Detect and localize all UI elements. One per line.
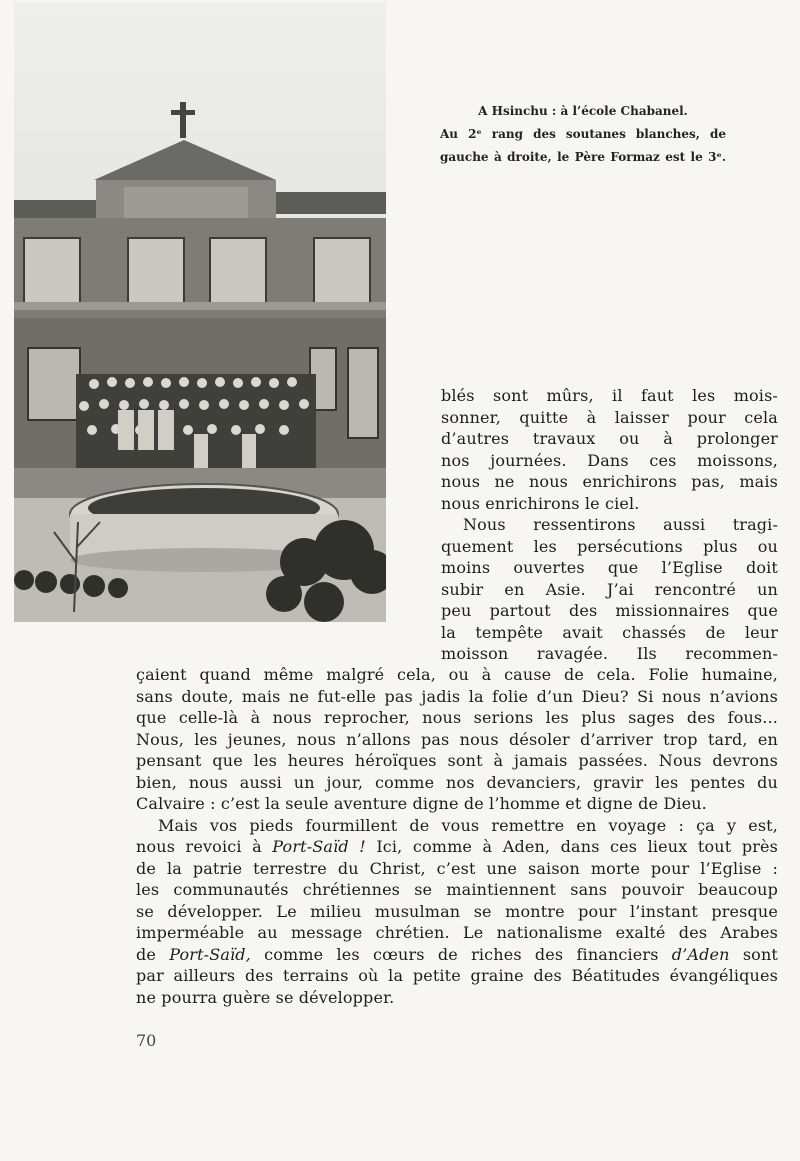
text-line: Calvaire : c’est la seule aventure digne de l’homme et digne de Dieu. — [136, 794, 707, 813]
text-segment: comme les cœurs de riches des financiers — [250, 944, 672, 964]
text-line: subir en Asie. J’ai rencontré un — [441, 579, 778, 599]
text-line: quement les persécutions plus ou — [441, 536, 778, 556]
text-line: peu partout des missionnaires que — [441, 601, 778, 620]
caption-line: A Hsinchu : à l’école Chabanel. — [478, 104, 688, 118]
text-line: Mais vos pieds fourmillent de vous remettre en voyage : ça y est, — [158, 815, 778, 835]
text-line: que celle-là à nous reprocher, nous serions les plus sages des fous... — [136, 708, 778, 727]
text-line — [136, 836, 778, 858]
school-photograph — [14, 2, 386, 622]
page-number: 70 — [136, 1031, 157, 1050]
text-line: Nous, les jeunes, nous n’allons pas nous désoler d’arriver trop tard, en — [136, 729, 778, 749]
text-line: Nous ressentirons aussi tragi- — [463, 515, 778, 534]
text-line — [136, 944, 778, 966]
wide-text-column — [136, 664, 778, 1008]
narrow-text-column — [441, 385, 778, 665]
place-name-italic: d’Aden — [671, 944, 730, 964]
place-name-italic: Port-Saïd ! — [272, 837, 366, 856]
text-line: nous enrichirons le ciel. — [441, 493, 640, 513]
text-line: moins ouvertes que l’Eglise doit — [441, 558, 778, 577]
text-segment: Ici, comme à Aden, dans ces lieux tout près — [365, 837, 778, 856]
text-line: par ailleurs des terrains où la petite graine des Béatitudes évangéliques — [136, 966, 778, 985]
text-line: d’autres travaux ou à prolonger — [441, 429, 778, 448]
text-line: blés sont mûrs, il faut les mois- — [441, 386, 778, 405]
text-line: imperméable au message chrétien. Le nationalisme exalté des Arabes — [136, 923, 778, 942]
text-segment: de — [136, 944, 170, 964]
text-segment: nous revoici à — [136, 837, 273, 856]
caption-line: gauche à droite, le Père Formaz est le 3ᵉ. — [440, 150, 726, 164]
place-name-italic: Port-Saïd, — [169, 944, 251, 964]
text-line: moisson ravagée. Ils recommen- — [441, 644, 778, 663]
text-line: les communautés chrétiennes se maintiennent sans pouvoir beaucoup — [136, 880, 778, 899]
text-line: sonner, quitte à laisser pour cela — [441, 407, 778, 427]
text-line: bien, nous aussi un jour, comme nos devanciers, gravir les pentes du — [136, 772, 778, 792]
text-line: çaient quand même malgré cela, ou à cause de cela. Folie humaine, — [136, 665, 778, 684]
text-line: nous ne nous enrichirons pas, mais — [441, 472, 778, 491]
text-segment: sont — [729, 944, 778, 964]
caption-line: Au 2ᵉ rang des soutanes blanches, de — [440, 127, 726, 141]
text-line: sans doute, mais ne fut-elle pas jadis la folie d’un Dieu? Si nous n’avions — [136, 686, 778, 706]
photo-caption — [440, 100, 726, 169]
text-line: nos journées. Dans ces moissons, — [441, 450, 778, 470]
text-line: se développer. Le milieu musulman se montre pour l’instant presque — [136, 901, 778, 921]
text-line: ne pourra guère se développer. — [136, 987, 395, 1007]
text-line: pensant que les heures héroïques sont à jamais passées. Nous devrons — [136, 751, 778, 770]
text-line: de la patrie terrestre du Christ, c’est une saison morte pour l’Eglise : — [136, 858, 778, 878]
text-line: la tempête avait chassés de leur — [441, 622, 778, 642]
